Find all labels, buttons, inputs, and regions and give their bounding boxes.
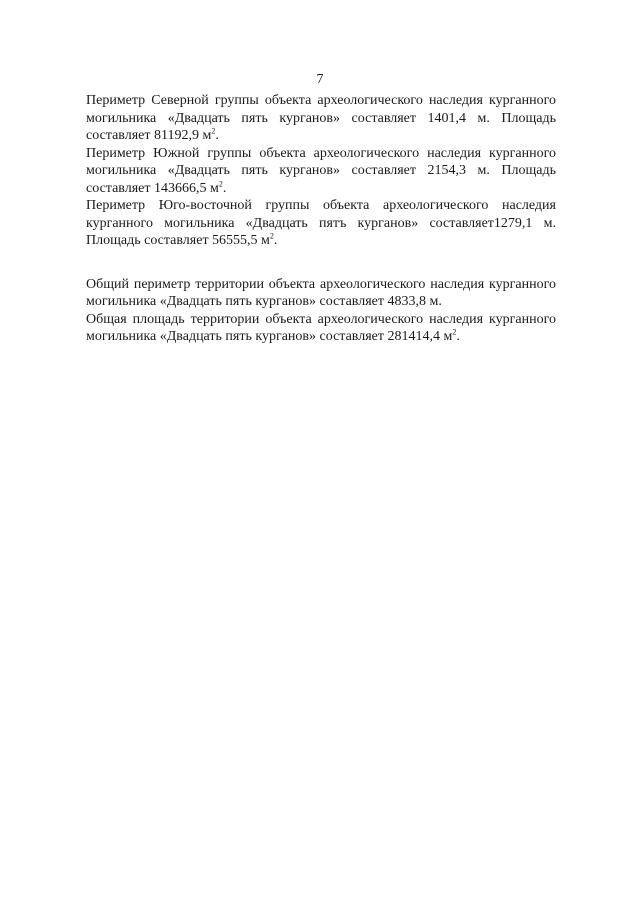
paragraph-south-group — [86, 145, 556, 198]
paragraph-north-group — [86, 92, 556, 145]
superscript: 2 — [452, 327, 457, 337]
paragraph-total-perimeter — [86, 276, 556, 311]
superscript: 2 — [269, 231, 274, 241]
paragraph-southeast-group — [86, 197, 556, 250]
paragraph-gap — [86, 250, 556, 276]
paragraph-total-area — [86, 311, 556, 346]
paragraph-end: . — [215, 128, 219, 143]
superscript: 2 — [211, 126, 216, 136]
paragraph-end: . — [222, 180, 227, 196]
paragraph-text: Периметр Юго-восточной группы объекта археологического наследия курганного могильника «Двадцать пятъ курганов» составляет1279,1 м. Площадь составляет 56555,5 м — [86, 198, 556, 248]
paragraph-text: Периметр Северной группы объекта археологического наследия курганного могильника «Двадцать пять курганов» составляет 1401,4 м. Площадь составляет 81192,9 м — [86, 93, 556, 143]
page-number: 7 — [316, 72, 324, 87]
paragraph-end: . — [456, 329, 460, 344]
document-body — [86, 92, 556, 346]
superscript: 2 — [218, 178, 223, 188]
paragraph-text: Общий периметр территории объекта археологического наследия курганного могильника «Двадцать пять курганов» составляет 4833,8 м. — [86, 276, 556, 309]
paragraph-text: Общая площадь территории объекта археологического наследия курганного могильника «Двадцать пять курганов» составляет 281414,4 м — [86, 311, 556, 344]
paragraph-end: . — [273, 233, 278, 248]
paragraph-text: Периметр Южной группы объекта археологического наследия курганного могильника «Двадцать пять курганов» составляет 2154,3 м. Площадь составляет 143666,5 м — [86, 145, 556, 196]
